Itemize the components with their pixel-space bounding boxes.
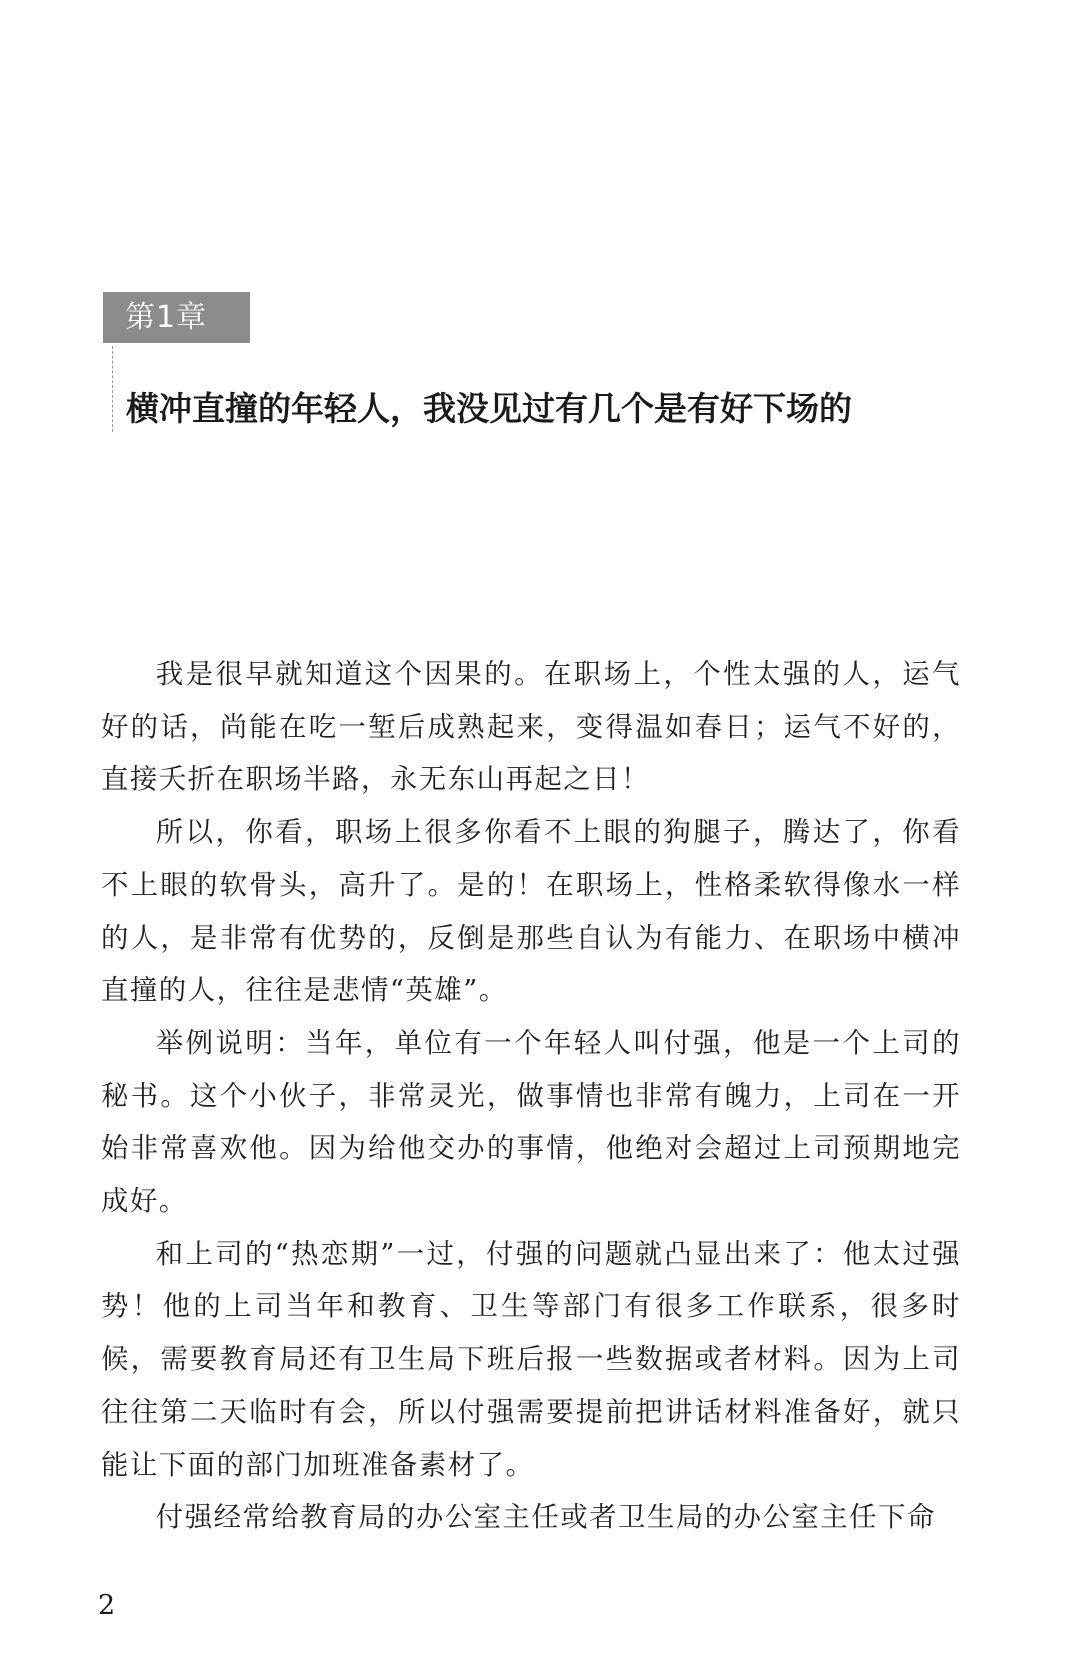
paragraph: 我是很早就知道这个因果的。在职场上，个性太强的人，运气好的话，尚能在吃一堑后成熟起来，变得温如春日；运气不好的，直接夭折在职场半路，永无东山再起之日！ bbox=[101, 659, 961, 796]
paragraph: 付强经常给教育局的办公室主任或者卫生局的办公室主任下命 bbox=[155, 1502, 936, 1534]
paragraph: 所以，你看，职场上很多你看不上眼的狗腿子，腾达了，你看不上眼的软骨头，高升了。是的！在职场上，性格柔软得像水一样的人，是非常有优势的，反倒是那些自认为有能力、在职场中横冲直撞的人，往往是悲情“英雄”。 bbox=[101, 817, 961, 1007]
page-number: 2 bbox=[98, 1590, 116, 1621]
paragraph: 和上司的“热恋期”一过，付强的问题就凸显出来了：他太过强势！他的上司当年和教育、卫生等部门有很多工作联系，很多时候，需要教育局还有卫生局下班后报一些数据或者材料。因为上司往往第二天临时有会，所以付强需要提前把讲话材料准备好，就只能让下面的部门加班准备素材了。 bbox=[101, 1238, 961, 1481]
chapter-divider bbox=[112, 346, 113, 432]
chapter-label: 第1章 bbox=[103, 292, 250, 343]
chapter-title: 横冲直撞的年轻人，我没见过有几个是有好下场的 bbox=[126, 389, 852, 428]
body-text bbox=[101, 649, 961, 1545]
paragraph: 举例说明：当年，单位有一个年轻人叫付强，他是一个上司的秘书。这个小伙子，非常灵光，做事情也非常有魄力，上司在一开始非常喜欢他。因为给他交办的事情，他绝对会超过上司预期地完成好。 bbox=[101, 1027, 961, 1218]
